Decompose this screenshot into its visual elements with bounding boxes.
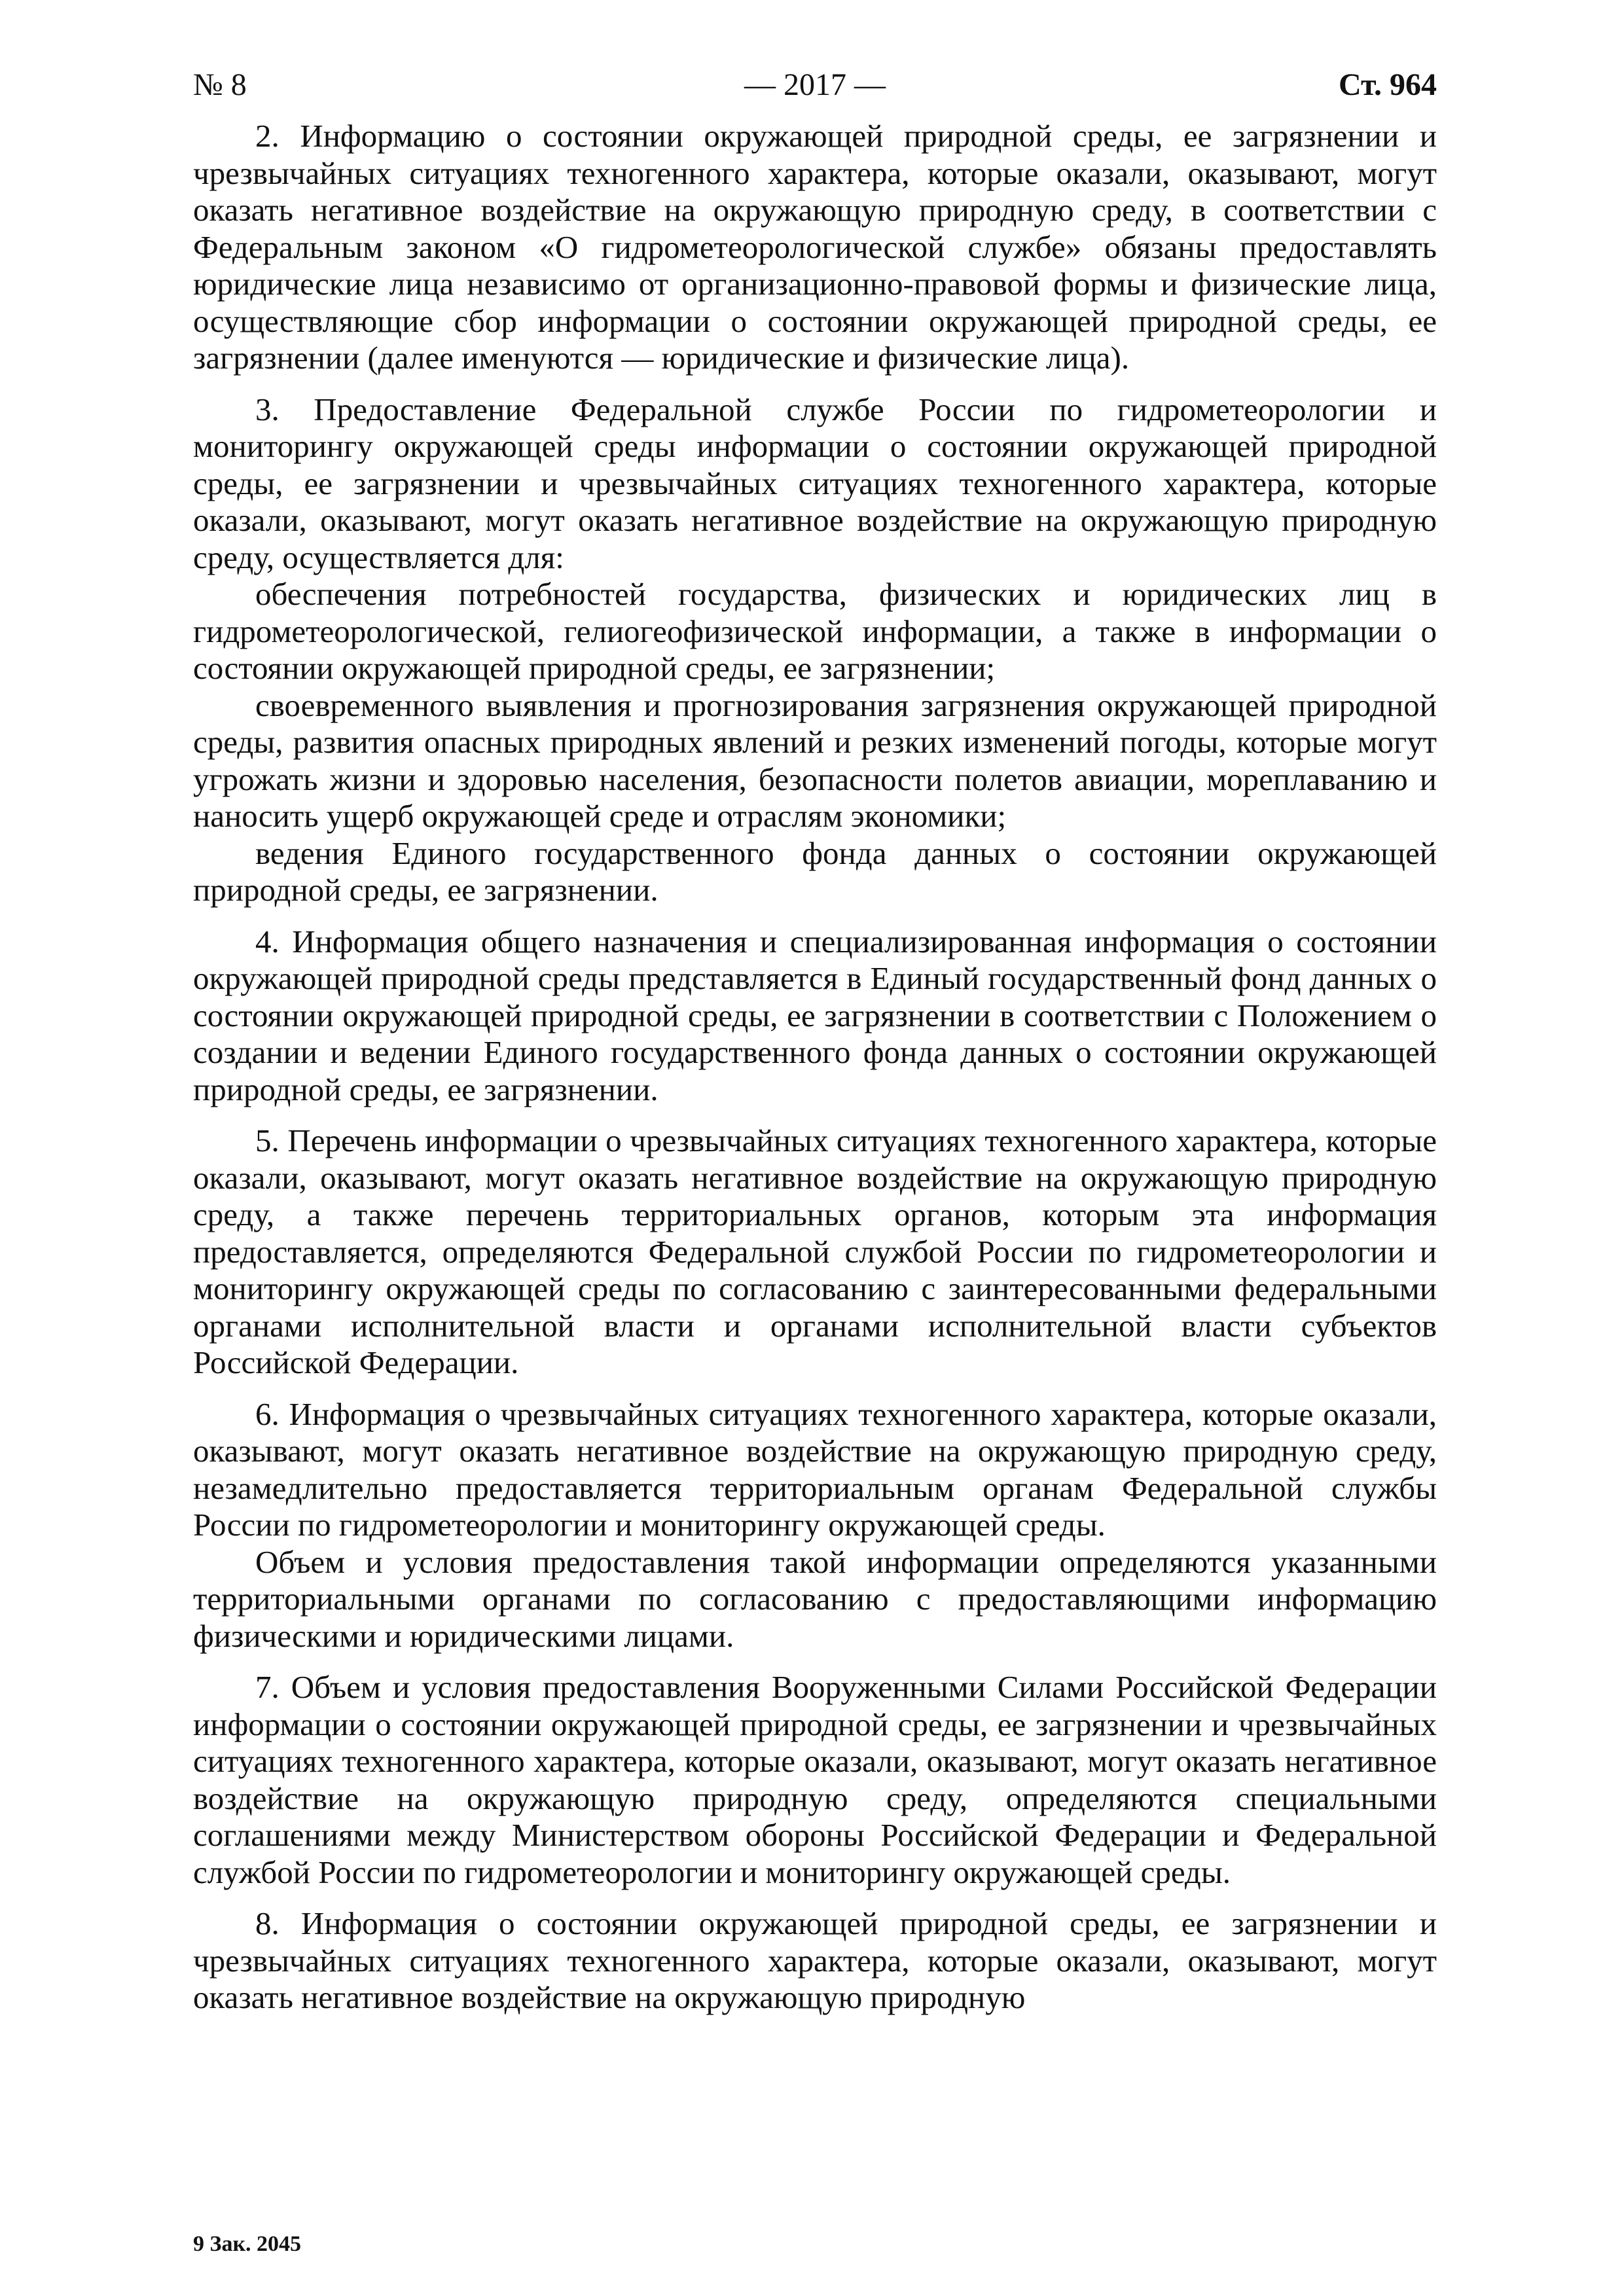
- paragraph-2: 2. Информацию о состоянии окружающей природной среды, ее загрязнении и чрезвычайных ситуациях техногенного характера, которые оказали, оказывают, могут оказать негативное воздействие на окружающую природную среду, в соответствии с Федеральным законом «О гидрометеорологической службе» обязаны предоставлять юридические лица независимо от организационно-правовой формы и физические лица, осуществляющие сбор информации о состоянии окружающей природной среды, ее загрязнении (далее именуются — юридические и физические лица).: [193, 118, 1437, 376]
- paragraph-3: 3. Предоставление Федеральной службе России по гидрометеорологии и мониторингу окружающей среды информации о состоянии окружающей природной среды, ее загрязнении и чрезвычайных ситуациях техногенного характера, которые оказали, оказывают, могут оказать негативное воздействие на окружающую природную среду, осуществляется для:: [193, 391, 1437, 575]
- list-item-data-fund: ведения Единого государственного фонда данных о состоянии окружающей природной среды, ее загрязнении.: [193, 834, 1437, 908]
- page-number: — 2017 —: [744, 67, 886, 102]
- printer-order-mark: 9 Зак. 2045: [193, 2232, 302, 2256]
- paragraph-6-continued: Объем и условия предоставления такой информации определяются указанными территориальными органами по согласованию с предоставляющими информацию физическими и юридическими лицами.: [193, 1543, 1437, 1654]
- paragraph-7: 7. Объем и условия предоставления Вооруженными Силами Российской Федерации информации о состоянии окружающей природной среды, ее загрязнении и чрезвычайных ситуациях техногенного характера, которые оказали, оказывают, могут оказать негативное воздействие на окружающую природную среду, определяются специальными соглашениями между Министерством обороны Российской Федерации и Федеральной службой России по гидрометеорологии и мониторингу окружающей среды.: [193, 1669, 1437, 1890]
- list-item-needs: обеспечения потребностей государства, физических и юридических лиц в гидрометеорологической, гелиогеофизической информации, а также в информации о состоянии окружающей природной среды, ее загрязнении;: [193, 576, 1437, 686]
- page-header: [193, 59, 1437, 111]
- document-page: [193, 59, 1437, 2258]
- paragraph-8: 8. Информация о состоянии окружающей природной среды, ее загрязнении и чрезвычайных ситуациях техногенного характера, которые оказали, оказывают, могут оказать негативное воздействие на окружающую природную: [193, 1905, 1437, 2015]
- list-item-forecasting: своевременного выявления и прогнозирования загрязнения окружающей природной среды, развития опасных природных явлений и резких изменений погоды, которые могут угрожать жизни и здоровью населения, безопасности полетов авиации, мореплаванию и наносить ущерб окружающей среде и отраслям экономики;: [193, 687, 1437, 834]
- article-number: Ст. 964: [1339, 67, 1437, 102]
- paragraph-5: 5. Перечень информации о чрезвычайных ситуациях техногенного характера, которые оказали, оказывают, могут оказать негативное воздействие на окружающую природную среду, а также перечень территориальных органов, которым эта информация предоставляется, определяются Федеральной службой России по гидрометеорологии и мониторингу окружающей среды по согласованию с заинтересованными федеральными органами исполнительной власти и органами исполнительной власти субъектов Российской Федерации.: [193, 1122, 1437, 1380]
- paragraph-6: 6. Информация о чрезвычайных ситуациях техногенного характера, которые оказали, оказывают, могут оказать негативное воздействие на окружающую природную среду, незамедлительно предоставляется территориальным органам Федеральной службы России по гидрометеорологии и мониторингу окружающей среды.: [193, 1395, 1437, 1543]
- paragraph-4: 4. Информация общего назначения и специализированная информация о состоянии окружающей природной среды представляется в Единый государственный фонд данных о состоянии окружающей природной среды, ее загрязнении в соответствии с Положением о создании и ведении Единого государственного фонда данных о состоянии окружающей природной среды, ее загрязнении.: [193, 923, 1437, 1107]
- document-body: [193, 118, 1437, 2017]
- issue-number: № 8: [193, 67, 247, 102]
